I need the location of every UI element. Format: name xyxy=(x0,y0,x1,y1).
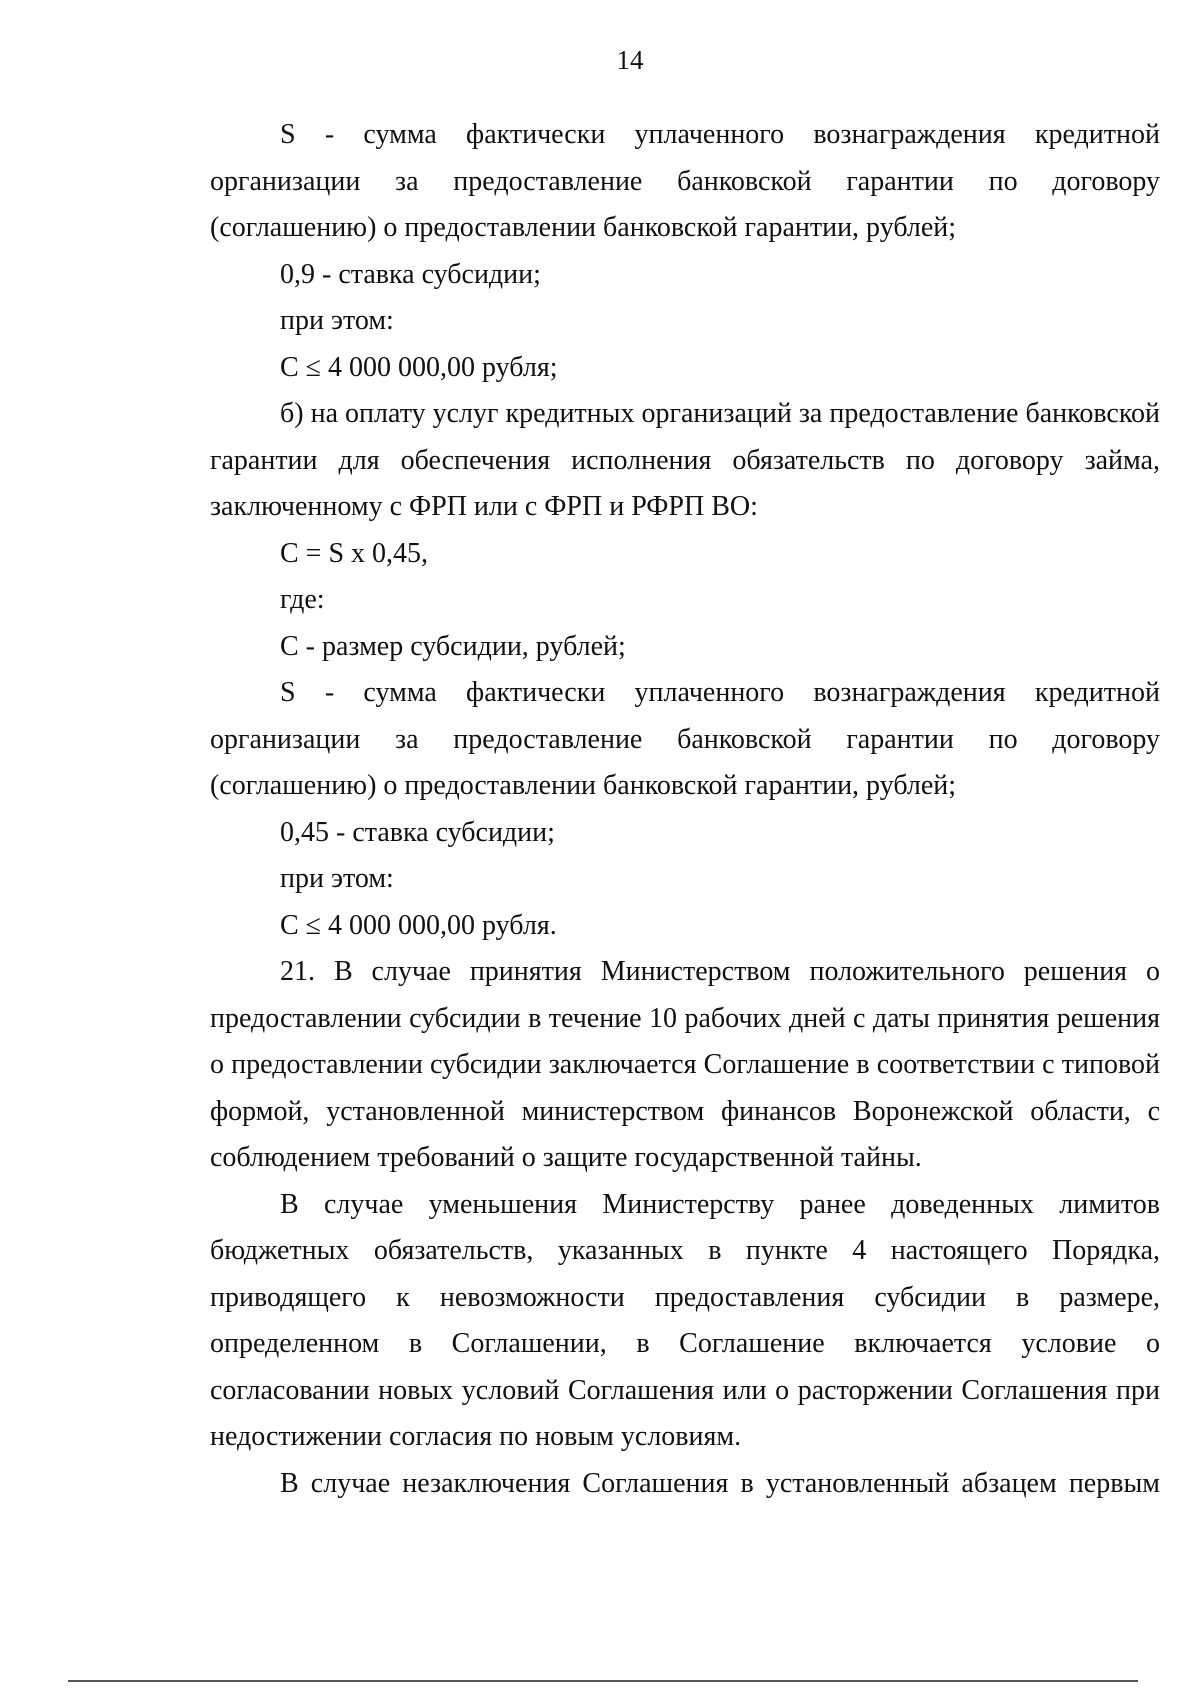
paragraph-rate-0-9: 0,9 - ставка субсидии; xyxy=(280,258,541,290)
paragraph-c-definition: С - размер субсидии, рублей; xyxy=(280,630,626,662)
paragraph-gde: где: xyxy=(280,584,325,615)
document-body xyxy=(210,112,1160,1507)
paragraph-limits-reduction: В случае уменьшения Министерству ранее доведенных лимитов бюджетных обязательств, указанных в пункте 4 настоящего Порядка, приводящего к невозможности предоставления субсидии в размере, определенном в Соглашении, в Соглашение включается условие о согласовании новых условий Соглашения или о расторжении Соглашения при недостижении согласия по новым условиям. xyxy=(210,1188,1160,1452)
paragraph-pri-etom-1: при этом: xyxy=(280,305,394,336)
bottom-scan-edge xyxy=(68,1680,1138,1682)
paragraph-pri-etom-2: при этом: xyxy=(280,863,394,894)
paragraph-s-definition-2: S - сумма фактически уплаченного вознаграждения кредитной организации за предоставление банковской гарантии по договору (соглашению) о предоставлении банковской гарантии, рублей; xyxy=(210,677,1160,801)
paragraph-limit-2: С ≤ 4 000 000,00 рубля. xyxy=(280,909,557,941)
paragraph-s-definition-1: S - сумма фактически уплаченного вознаграждения кредитной организации за предоставление банковской гарантии по договору (соглашению) о предоставлении банковской гарантии, рублей; xyxy=(210,119,1160,243)
paragraph-rate-0-45: 0,45 - ставка субсидии; xyxy=(280,816,555,848)
page-number: 14 xyxy=(616,45,644,75)
paragraph-limit-1: С ≤ 4 000 000,00 рубля; xyxy=(280,351,558,383)
paragraph-formula-c: С = S x 0,45, xyxy=(280,537,429,569)
paragraph-item-b: б) на оплату услуг кредитных организаций за предоставление банковской гарантии для обеспечения исполнения обязательств по договору займа, заключенному с ФРП или с ФРП и РФРП ВО: xyxy=(210,398,1160,522)
paragraph-clause-21: 21. В случае принятия Министерством положительного решения о предоставлении субсидии в течение 10 рабочих дней с даты принятия решения о предоставлении субсидии заключается Соглашение в соответствии с типовой формой, установленной министерством финансов Воронежской области, с соблюдением требований о защите государственной тайны. xyxy=(210,956,1160,1173)
paragraph-non-conclusion: В случае незаключения Соглашения в установленный абзацем первым xyxy=(280,1467,1160,1499)
